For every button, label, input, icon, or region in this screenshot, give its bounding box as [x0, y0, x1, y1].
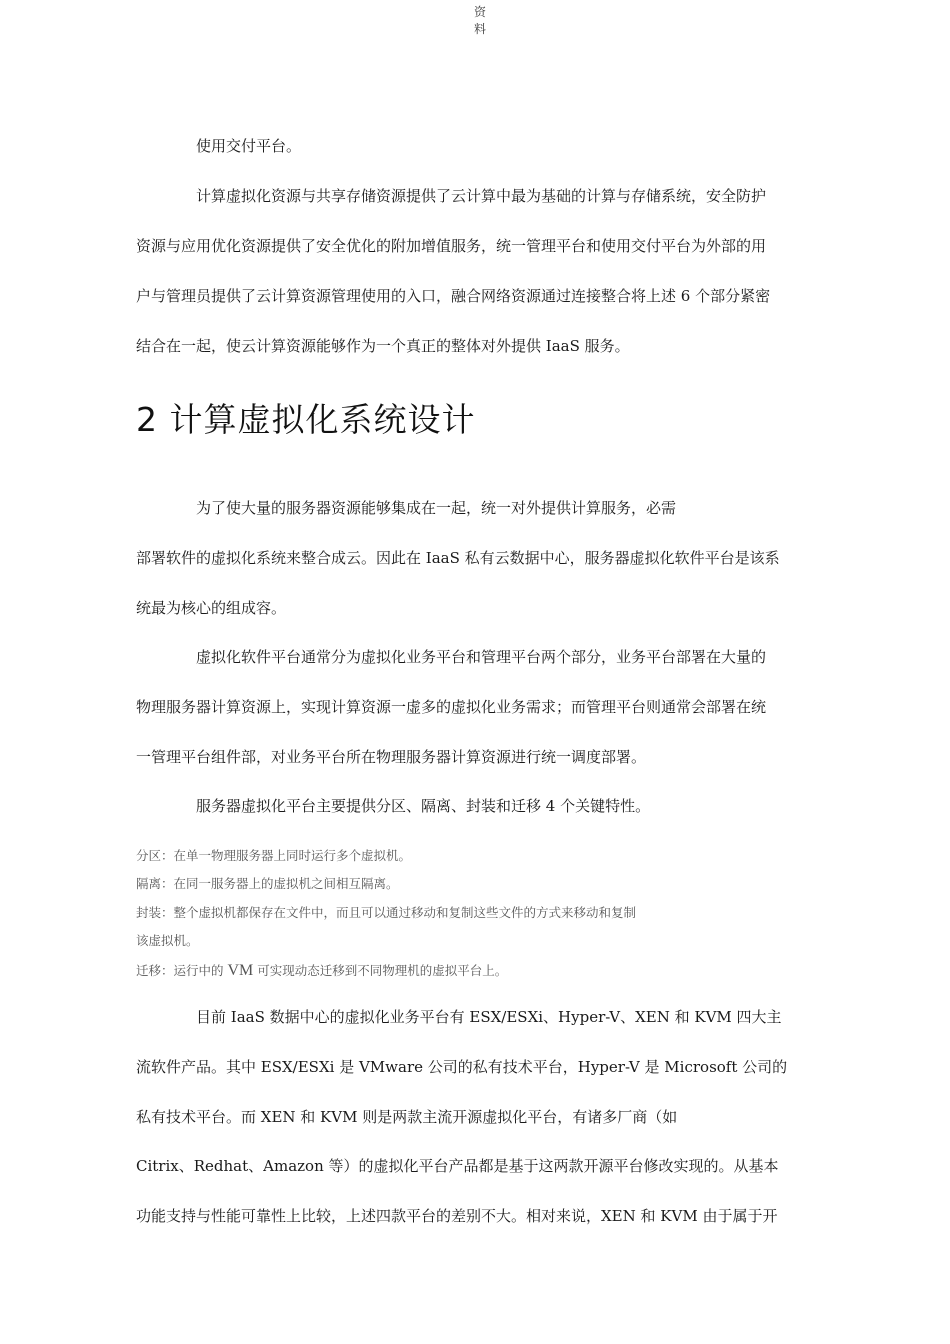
paragraph-line: 一管理平台组件部，对业务平台所在物理服务器计算资源进行统一调度部署。	[136, 748, 647, 766]
paragraph-line: 计算虚拟化资源与共享存储资源提供了云计算中最为基础的计算与存储系统，安全防护	[196, 187, 767, 205]
migration-vm: VM	[227, 962, 254, 979]
feature-encapsulation: 封装：整个虚拟机都保存在文件中，而且可以通过移动和复制这些文件的方式来移动和复制	[136, 905, 637, 920]
feature-partition: 分区：在单一物理服务器上同时运行多个虚拟机。	[136, 848, 412, 863]
feature-encapsulation-cont: 该虚拟机。	[136, 933, 199, 948]
paragraph-line: 流软件产品。其中 ESX/ESXi 是 VMware 公司的私有技术平台，Hyper-V 是 Microsoft 公司的	[136, 1058, 788, 1076]
migration-suffix: 可实现动态迁移到不同物理机的虚拟平台上。	[253, 963, 508, 978]
feature-isolation: 隔离：在同一服务器上的虚拟机之间相互隔离。	[136, 876, 399, 891]
paragraph-line: 使用交付平台。	[196, 137, 302, 155]
paragraph-line: 为了使大量的服务器资源能够集成在一起，统一对外提供计算服务，必需	[196, 499, 677, 517]
section-heading: 2 计算虚拟化系统设计	[136, 400, 476, 439]
paragraph-line: 统最为核心的组成容。	[136, 599, 287, 617]
paragraph-line: 物理服务器计算资源上，实现计算资源一虚多的虚拟化业务需求；而管理平台则通常会部署在统	[136, 698, 767, 716]
paragraph-line: Citrix、Redhat、Amazon 等）的虚拟化平台产品都是基于这两款开源平台修改实现的。从基本	[136, 1157, 779, 1175]
paragraph-line: 虚拟化软件平台通常分为虚拟化业务平台和管理平台两个部分，业务平台部署在大量的	[196, 648, 767, 666]
paragraph-line: 功能支持与性能可靠性上比较，上述四款平台的差别不大。相对来说，XEN 和 KVM 由于属于开	[136, 1207, 778, 1225]
paragraph-line: 服务器虚拟化平台主要提供分区、隔离、封装和迁移 4 个关键特性。	[196, 797, 651, 815]
header-char-1: 资	[474, 5, 487, 19]
feature-migration	[136, 962, 507, 980]
paragraph-line: 结合在一起，使云计算资源能够作为一个真正的整体对外提供 IaaS 服务。	[136, 337, 630, 355]
page-header	[474, 4, 486, 38]
migration-prefix: 迁移：运行中的	[136, 963, 228, 978]
paragraph-line: 目前 IaaS 数据中心的虚拟化业务平台有 ESX/ESXi、Hyper-V、XEN 和 KVM 四大主	[196, 1008, 782, 1026]
paragraph-line: 部署软件的虚拟化系统来整合成云。因此在 IaaS 私有云数据中心，服务器虚拟化软件平台是该系	[136, 549, 780, 567]
header-char-2: 料	[474, 22, 487, 36]
paragraph-line: 户与管理员提供了云计算资源管理使用的入口，融合网络资源通过连接整合将上述 6 个部分紧密	[136, 287, 771, 305]
paragraph-line: 资源与应用优化资源提供了安全优化的附加增值服务，统一管理平台和使用交付平台为外部的用	[136, 237, 767, 255]
paragraph-line: 私有技术平台。而 XEN 和 KVM 则是两款主流开源虚拟化平台，有诸多厂商（如	[136, 1108, 678, 1126]
